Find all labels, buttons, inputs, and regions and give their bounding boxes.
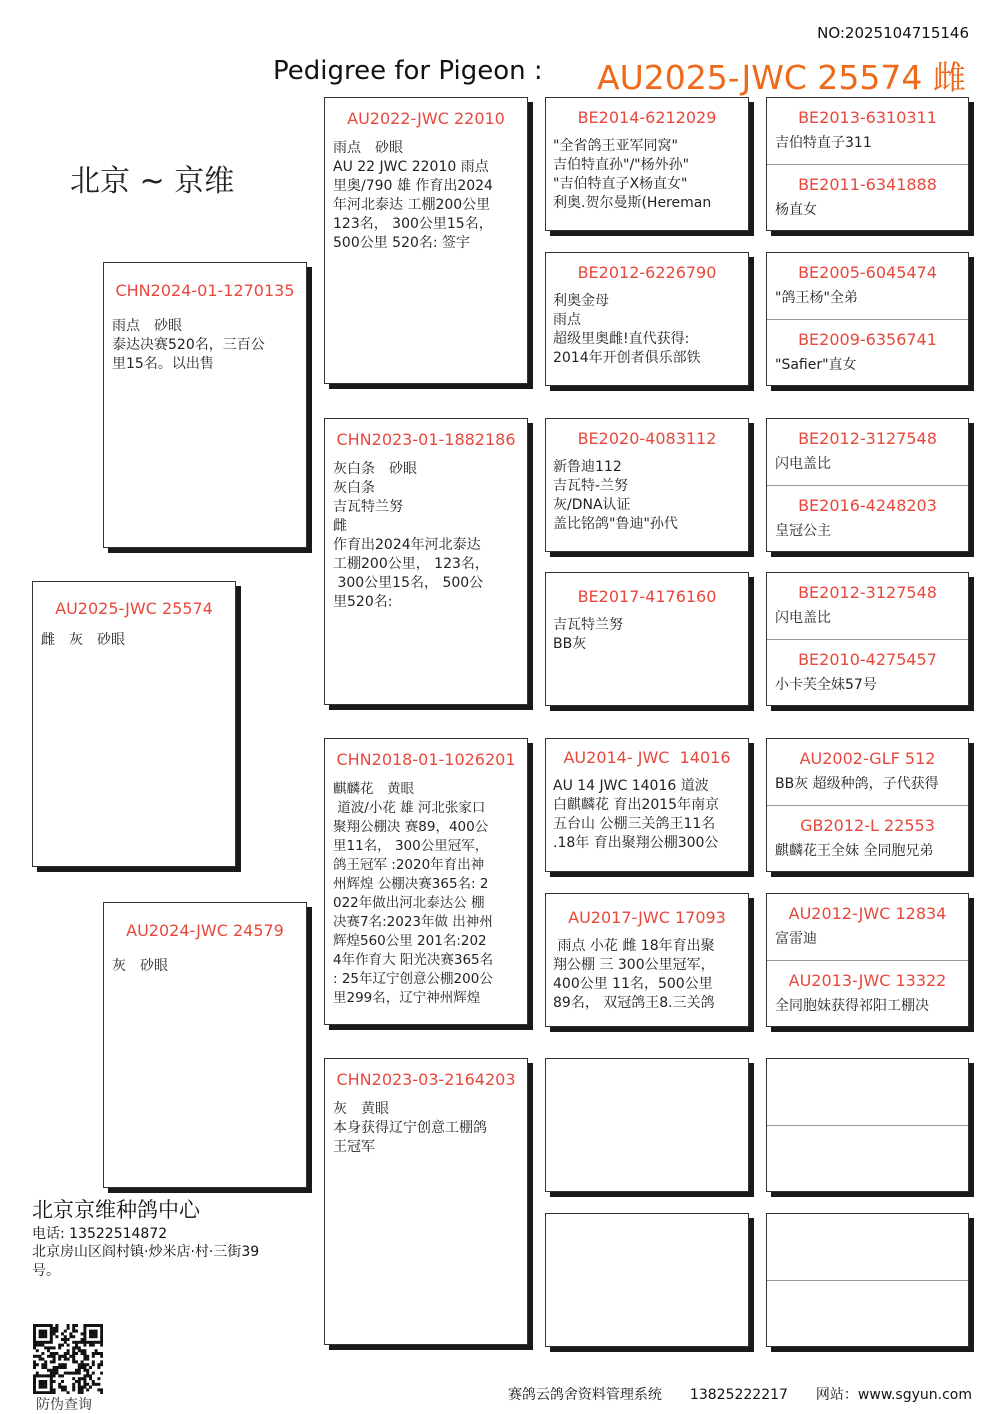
gen3-card-1 (324, 97, 528, 384)
qr-caption: 防伪查询 (36, 1397, 92, 1413)
gen5-cell (767, 1125, 968, 1192)
pigeon-notes: 利奥金母 雨点 超级里奥雌!直代获得: 2014年开创者俱乐部铁 (553, 293, 701, 366)
gen5-cell (767, 419, 968, 485)
pedigree-title-label: Pedigree for Pigeon : (273, 56, 543, 86)
ring-number: CHN2024-01-1270135 (115, 281, 295, 300)
breeder-phone: 电话: 13522514872 (32, 1226, 168, 1242)
gen5-cell (767, 1280, 968, 1347)
ring-number: AU2024-JWC 24579 (126, 921, 284, 940)
pigeon-id-title: AU2025-JWC 25574 雌 (597, 58, 966, 97)
gen5-cell (767, 573, 968, 639)
qr-code-image (33, 1324, 103, 1394)
ring-number: BE2012-6226790 (577, 263, 717, 282)
pedigree-number: NO:2025104715146 (817, 24, 969, 42)
ring-number: CHN2023-01-1882186 (336, 430, 516, 449)
pigeon-notes: 闪电盖比 (775, 610, 831, 626)
pigeon-notes: 雨点 小花 雌 18年育出聚 翔公棚 三 300公里冠军， 400公里 11名，500公里 89名， 双冠鸽王8.三关鸽 (553, 938, 715, 1011)
ring-number: GB2012-L 22553 (800, 816, 935, 835)
gen4-card-7-empty (545, 1058, 749, 1192)
gen5-pair-5 (766, 738, 969, 872)
pigeon-notes: 雨点 砂眼 AU 22 JWC 22010 雨点 里奥/790 雄 作育出2024 年河北泰达 工棚200公里 123名， 300公里15名， 500公里 520名: 签宇 (333, 140, 493, 251)
pigeon-notes: BB灰 超级种鸽，子代获得 (775, 776, 939, 792)
ring-number: BE2009-6356741 (798, 330, 937, 349)
ring-number: BE2005-6045474 (798, 263, 937, 282)
gen4-card-8-empty (545, 1213, 749, 1347)
pigeon-notes: 新鲁迪112 吉瓦特-兰努 灰/DNA认证 盖比铭鸽"鲁迪"孙代 (553, 459, 678, 532)
pigeon-notes: 吉伯特直子311 (775, 135, 872, 151)
ring-number: BE2016-4248203 (798, 496, 937, 515)
ring-number: BE2012-3127548 (798, 583, 937, 602)
pigeon-notes: 杨直女 (775, 202, 817, 218)
pigeon-notes: 小卡芙全妹57号 (775, 677, 877, 693)
pigeon-notes: 全同胞妹获得祁阳工棚决 (775, 998, 929, 1014)
gen5-cell (767, 805, 968, 872)
gen5-cell (767, 1059, 968, 1125)
ring-number: AU2025-JWC 25574 (55, 599, 213, 618)
loft-name: 北京 ~ 京维 (70, 164, 235, 199)
gen4-card-5 (545, 738, 749, 872)
ring-number: AU2017-JWC 17093 (568, 908, 726, 927)
gen5-cell (767, 485, 968, 552)
pigeon-notes: 吉瓦特兰努 BB灰 (553, 617, 623, 652)
gen3-card-4 (324, 1058, 528, 1345)
gen5-cell (767, 739, 968, 805)
ring-number: AU2013-JWC 13322 (788, 971, 947, 990)
pigeon-notes: 麒麟花 黄眼 道波/小花 雄 河北张家口 聚翔公棚决 赛89，400公 里11名， 300公里冠军， 鸽王冠军 :2020年育出神 州辉煌 公棚决赛365名: 2 022年做出河北泰达公 棚 决赛7名:2023年做 出神州 辉煌560公里 201名:202 4年作育大 阳光决赛365名 : 25年辽宁创意公棚200公 里299名，辽宁神州辉煌 (333, 781, 494, 1006)
pigeon-notes: 皇冠公主 (775, 523, 831, 539)
pigeon-notes: "鸽王杨"全弟 (775, 290, 858, 306)
gen3-card-3 (324, 738, 528, 1025)
gen5-pair-7-empty (766, 1058, 969, 1192)
address-line: 北京房山区阎村镇·炒米店·村·三街 (32, 1244, 242, 1260)
gen5-cell (767, 639, 968, 706)
pigeon-notes: 灰 砂眼 (112, 958, 168, 974)
ring-number: AU2012-JWC 12834 (788, 904, 947, 923)
breeder-name: 北京京维种鸽中心 (32, 1198, 200, 1222)
gen5-cell (767, 98, 968, 164)
qr-code[interactable] (33, 1324, 103, 1394)
ring-number: BE2013-6310311 (798, 108, 937, 127)
gen5-cell (767, 1214, 968, 1280)
dam-card (103, 902, 307, 1188)
pigeon-notes: 闪电盖比 (775, 456, 831, 472)
ring-number: CHN2018-01-1026201 (336, 750, 516, 769)
pigeon-notes: 灰白条 砂眼 灰白条 吉瓦特兰努 雌 作育出2024年河北泰达 工棚200公里， 123名， 300公里15名， 500公 里520名: (333, 461, 489, 610)
subject-pigeon-card (32, 581, 236, 867)
ring-number: AU2014- JWC 14016 (563, 748, 731, 767)
address-number: 39 (241, 1244, 260, 1260)
gen5-cell (767, 319, 968, 386)
ring-number: AU2022-JWC 22010 (347, 109, 505, 128)
gen4-card-2 (545, 252, 749, 386)
gen5-cell (767, 164, 968, 231)
gen5-cell (767, 253, 968, 319)
gen5-pair-8-empty (766, 1213, 969, 1347)
pigeon-notes: 灰 黄眼 本身获得辽宁创意工棚鸽 王冠军 (333, 1101, 487, 1155)
pigeon-notes: "Safier"直女 (775, 357, 857, 373)
pigeon-notes: 麒麟花王全妹 全同胞兄弟 (775, 843, 934, 859)
pigeon-notes: AU 14 JWC 14016 道波 白麒麟花 育出2015年南京 五台山 公棚三关鸽王11名 .18年 育出聚翔公棚300公 (553, 778, 720, 851)
address-suffix: 号。 (32, 1263, 60, 1279)
pigeon-notes: 雨点 砂眼 泰达决赛520名，三百公 里15名。以出售 (112, 318, 265, 372)
ring-number: AU2002-GLF 512 (799, 749, 936, 768)
breeder-address (32, 1243, 259, 1281)
ring-number: BE2010-4275457 (798, 650, 937, 669)
gen3-card-2 (324, 418, 528, 705)
sire-card (103, 262, 307, 548)
gen4-card-3 (545, 418, 749, 552)
ring-number: BE2014-6212029 (577, 108, 717, 127)
gen5-pair-1 (766, 97, 969, 231)
gen5-cell (767, 960, 968, 1027)
gen5-pair-3 (766, 418, 969, 552)
ring-number: BE2017-4176160 (577, 587, 717, 606)
gen5-pair-4 (766, 572, 969, 706)
gen4-card-1 (545, 97, 749, 231)
ring-number: BE2011-6341888 (798, 175, 937, 194)
gen4-card-4 (545, 572, 749, 706)
gen5-pair-6 (766, 893, 969, 1027)
pigeon-notes: "全省鸽王亚军同窝" 吉伯特直孙"/"杨外孙" "吉伯特直子X杨直女" 利奥.贺尔曼斯(Hereman (553, 138, 712, 211)
ring-number: BE2020-4083112 (577, 429, 717, 448)
pigeon-notes: 富雷迪 (775, 931, 817, 947)
gen5-pair-2 (766, 252, 969, 386)
gen5-cell (767, 894, 968, 960)
gen4-card-6 (545, 893, 749, 1027)
footer-info: 赛鸽云鸽舍资料管理系统 13825222217 网站：www.sgyun.com (507, 1387, 972, 1403)
pigeon-notes: 雌 灰 砂眼 (41, 632, 125, 648)
ring-number: BE2012-3127548 (798, 429, 937, 448)
ring-number: CHN2023-03-2164203 (336, 1070, 516, 1089)
